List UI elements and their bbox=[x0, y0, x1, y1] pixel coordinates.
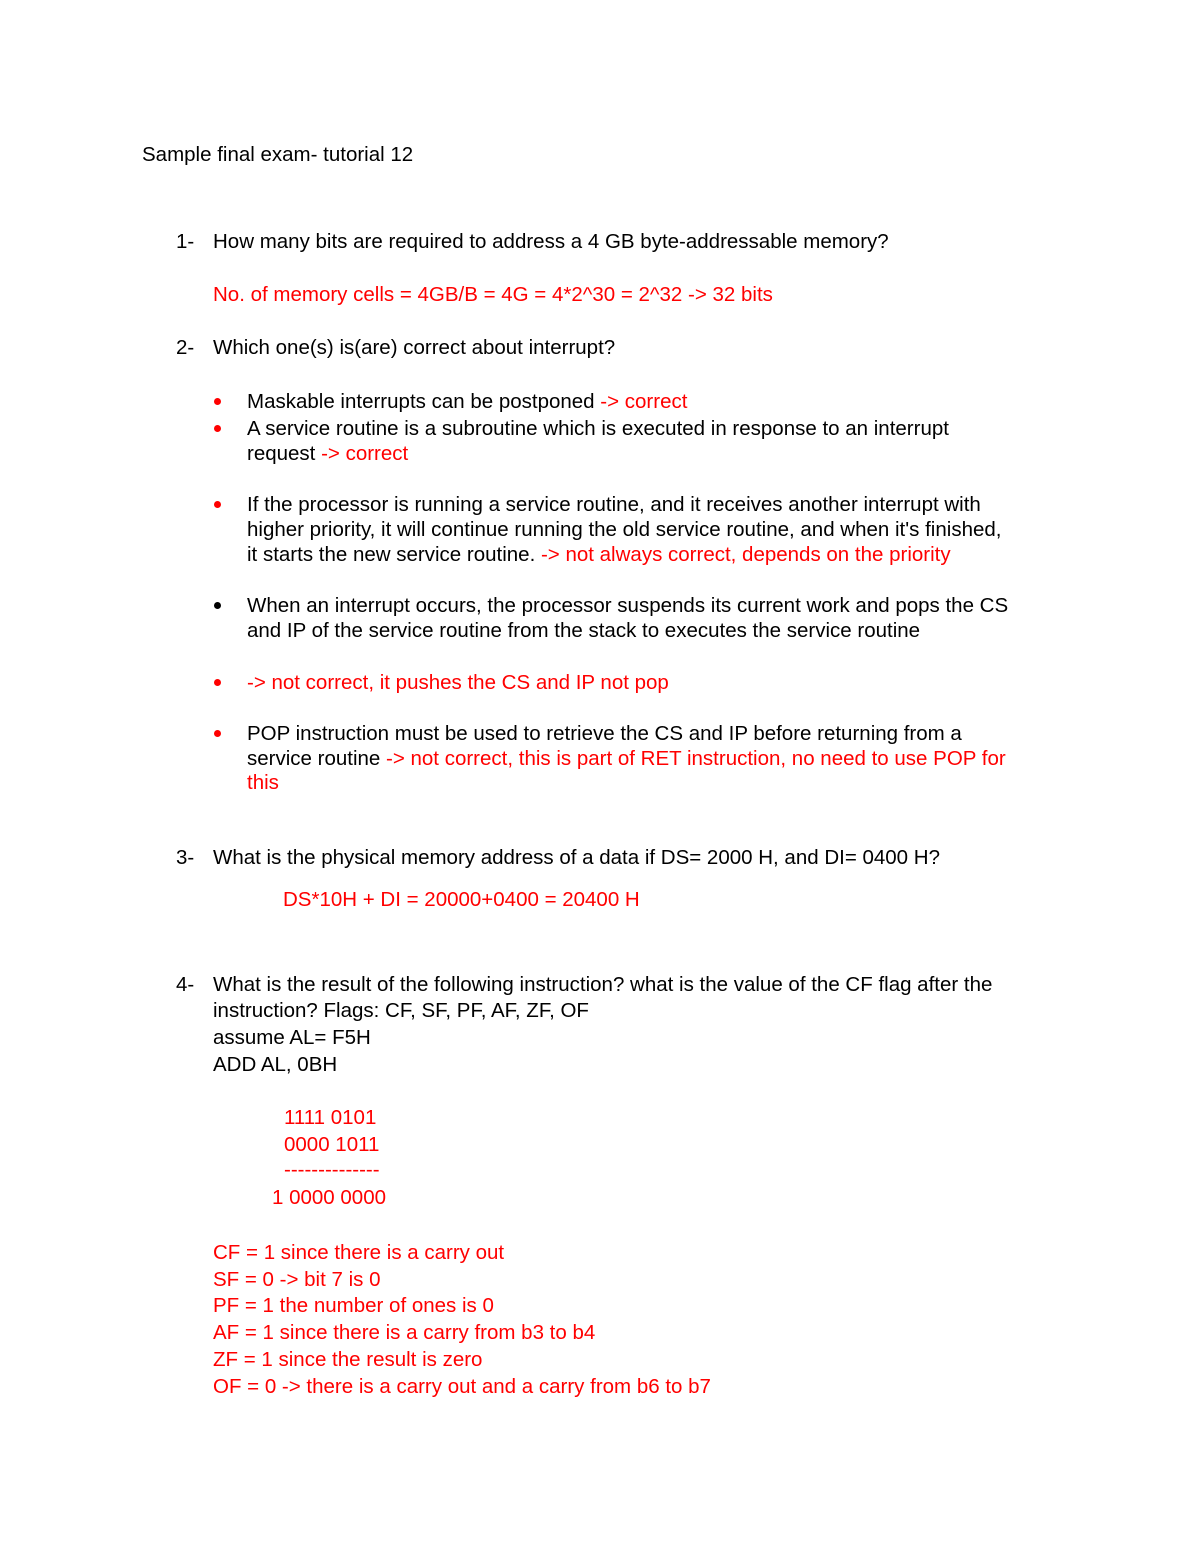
q2-bullet-2-text: request bbox=[247, 442, 322, 465]
q3-answer: DS*10H + DI = 20000+0400 = 20400 H bbox=[283, 888, 640, 911]
document-title: Sample final exam- tutorial 12 bbox=[142, 143, 414, 166]
q4-flag-zf: ZF = 1 since the result is zero bbox=[213, 1348, 483, 1371]
q4-line-1: What is the result of the following instruction? what is the value of the CF flag after the bbox=[213, 973, 993, 996]
q2-bullet-2-line-2 bbox=[247, 444, 408, 465]
q2-bullet-4-line-2: and IP of the service routine from the stack to executes the service routine bbox=[247, 619, 921, 642]
q2-bullet-3-line-3 bbox=[247, 545, 951, 566]
q4-number: 4- bbox=[176, 973, 195, 996]
q2-bullet-1-note: -> correct bbox=[600, 390, 688, 413]
q1-answer: No. of memory cells = 4GB/B = 4G = 4*2^30 = 2^32 -> 32 bits bbox=[213, 283, 773, 306]
q4-flag-of: OF = 0 -> there is a carry out and a carry from b6 to b7 bbox=[213, 1375, 711, 1398]
q2-bullet-6-line-2 bbox=[247, 749, 1006, 770]
q4-calc-operand-b: 0000 1011 bbox=[284, 1133, 380, 1156]
q2-bullet-4-line-1: When an interrupt occurs, the processor suspends its current work and pops the CS bbox=[247, 594, 1009, 617]
bullet-marker bbox=[214, 501, 221, 508]
bullet-marker bbox=[214, 602, 221, 609]
q2-bullet-2-note: -> correct bbox=[321, 442, 409, 465]
q3-question: What is the physical memory address of a data if DS= 2000 H, and DI= 0400 H? bbox=[213, 846, 940, 869]
q2-bullet-6-line-1: POP instruction must be used to retrieve the CS and IP before returning from a bbox=[247, 722, 962, 745]
q2-bullet-3-line-1: If the processor is running a service routine, and it receives another interrupt with bbox=[247, 493, 981, 516]
q4-flag-pf: PF = 1 the number of ones is 0 bbox=[213, 1294, 494, 1317]
bullet-marker bbox=[214, 679, 221, 686]
q2-bullet-5-note: -> not correct, it pushes the CS and IP not pop bbox=[247, 671, 669, 694]
q2-bullet-3-line-2: higher priority, it will continue running the old service routine, and when it's finished, bbox=[247, 518, 1002, 541]
bullet-marker bbox=[214, 398, 221, 405]
q2-bullet-6-text: service routine bbox=[247, 747, 387, 770]
q4-calc-operand-a: 1111 0101 bbox=[284, 1106, 377, 1129]
q2-question: Which one(s) is(are) correct about interrupt? bbox=[213, 336, 616, 359]
q4-line-2: instruction? Flags: CF, SF, PF, AF, ZF, OF bbox=[213, 999, 589, 1022]
q2-bullet-1-text: Maskable interrupts can be postponed bbox=[247, 390, 601, 413]
q2-bullet-6-note: -> not correct, this is part of RET instruction, no need to use POP for bbox=[386, 747, 1006, 770]
q4-calc-result: 1 0000 0000 bbox=[272, 1186, 387, 1209]
q2-bullet-2-line-1: A service routine is a subroutine which is executed in response to an interrupt bbox=[247, 417, 949, 440]
q2-bullet-3-text: it starts the new service routine. bbox=[247, 543, 541, 566]
q2-bullet-6-line-3: this bbox=[247, 771, 279, 794]
q3-number: 3- bbox=[176, 846, 195, 869]
q4-line-3: assume AL= F5H bbox=[213, 1026, 371, 1049]
q4-flag-af: AF = 1 since there is a carry from b3 to b4 bbox=[213, 1321, 596, 1344]
q2-bullet-3-note: -> not always correct, depends on the priority bbox=[540, 543, 951, 566]
q4-line-4: ADD AL, 0BH bbox=[213, 1053, 338, 1076]
q2-bullet-1 bbox=[247, 392, 687, 413]
q4-calc-rule: -------------- bbox=[284, 1158, 380, 1181]
q4-flag-sf: SF = 0 -> bit 7 is 0 bbox=[213, 1268, 381, 1291]
q4-flag-cf: CF = 1 since there is a carry out bbox=[213, 1241, 505, 1264]
q1-number: 1- bbox=[176, 230, 195, 253]
q2-number: 2- bbox=[176, 336, 195, 359]
bullet-marker bbox=[214, 425, 221, 432]
q1-question: How many bits are required to address a 4 GB byte-addressable memory? bbox=[213, 230, 889, 253]
bullet-marker bbox=[214, 730, 221, 737]
